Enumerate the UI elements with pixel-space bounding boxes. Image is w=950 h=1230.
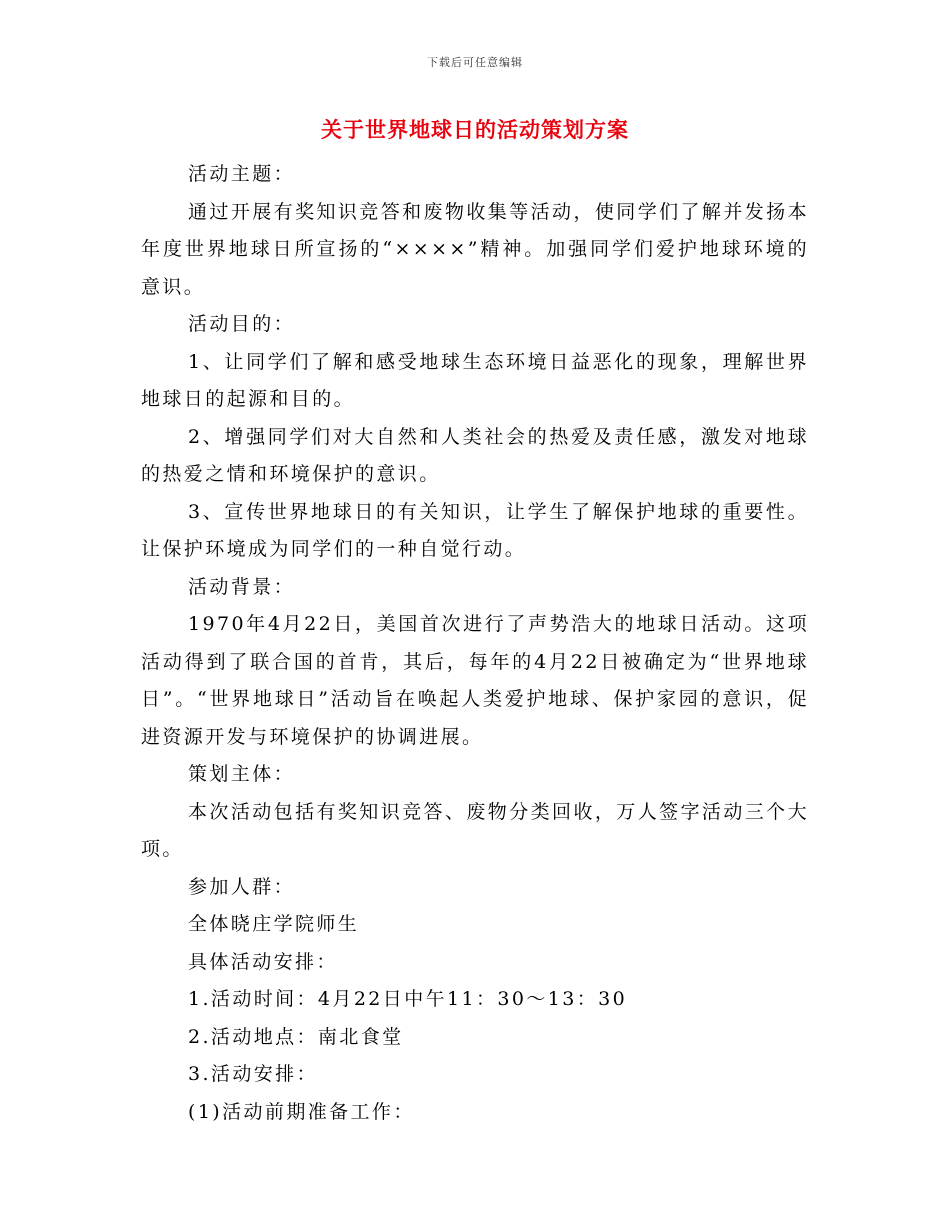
paragraph-purpose-3: 3、宣传世界地球日的有关知识，让学生了解保护地球的重要性。让保护环境成为同学们的一种自觉行动。 — [141, 500, 809, 560]
heading-activity-theme: 活动主题： — [188, 163, 296, 185]
schedule-subitem-preparation: (1)活动前期准备工作： — [188, 1100, 415, 1123]
header-note: 下载后可任意编辑 — [427, 56, 523, 69]
schedule-item-time: 1.活动时间：4月22日中午11：30～13：30 — [188, 988, 628, 1010]
heading-activity-background: 活动背景： — [188, 575, 296, 598]
document-title: 关于世界地球日的活动策划方案 — [321, 117, 629, 142]
schedule-item-location: 2.活动地点：南北食堂 — [188, 1025, 404, 1048]
heading-participants: 参加人群： — [188, 875, 296, 898]
schedule-item-arrangement: 3.活动安排： — [188, 1063, 318, 1085]
heading-planning-subject: 策划主体： — [188, 763, 296, 785]
paragraph-purpose-2: 2、增强同学们对大自然和人类社会的热爱及责任感，激发对地球的热爱之情和环境保护的意识。 — [141, 425, 809, 485]
paragraph-participants-text: 全体晓庄学院师生 — [188, 913, 360, 935]
heading-activity-purpose: 活动目的： — [188, 313, 296, 335]
paragraph-purpose-1: 1、让同学们了解和感受地球生态环境日益恶化的现象，理解世界地球日的起源和目的。 — [141, 350, 809, 410]
paragraph-background-text: 1970年4月22日，美国首次进行了声势浩大的地球日活动。这项活动得到了联合国的首肯，其后，每年的4月22日被确定为“世界地球日”。“世界地球日”活动旨在唤起人类爱护地球、保护家园的意识，促进资源开发与环境保护的协调进展。 — [141, 613, 809, 748]
heading-schedule: 具体活动安排： — [188, 950, 338, 973]
paragraph-subject-text: 本次活动包括有奖知识竞答、废物分类回收，万人签字活动三个大项。 — [141, 800, 809, 860]
paragraph-theme-text: 通过开展有奖知识竞答和废物收集等活动，使同学们了解并发扬本年度世界地球日所宣扬的“××××”精神。加强同学们爱护地球环境的意识。 — [141, 200, 809, 298]
document-body — [141, 156, 809, 1131]
